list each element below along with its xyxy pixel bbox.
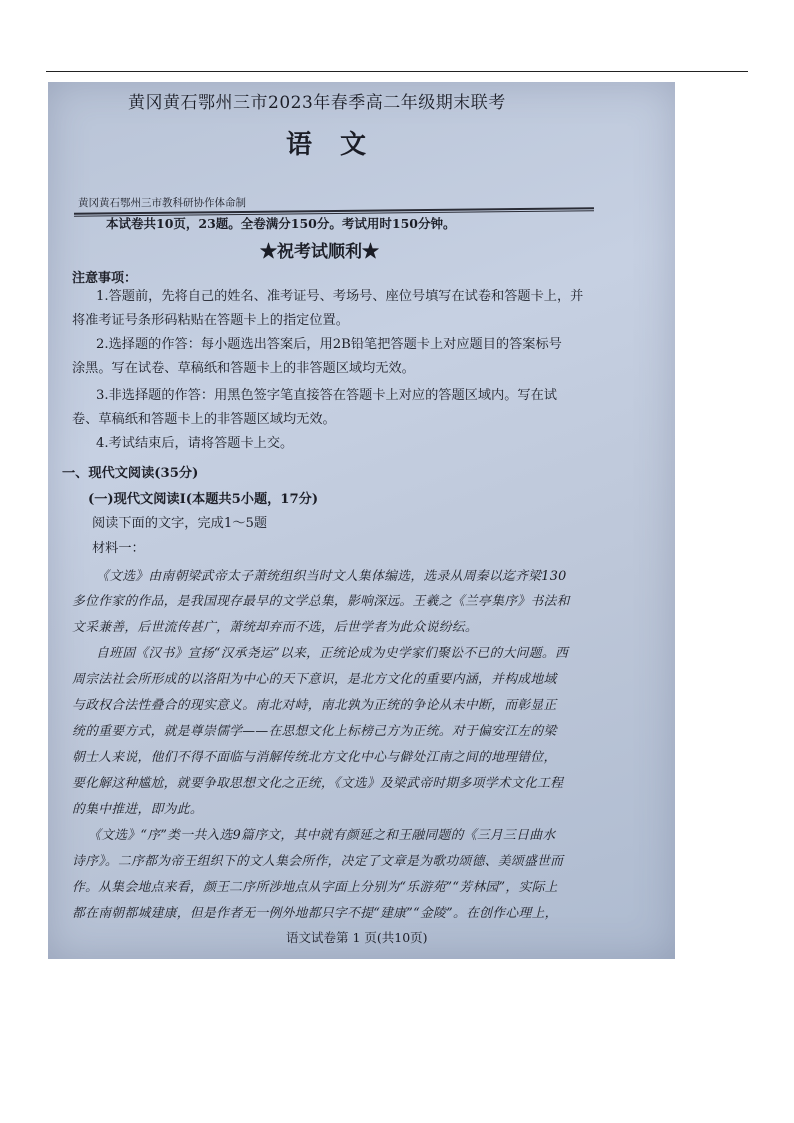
exam-info: 本试卷共10页，23题。全卷满分150分。考试用时150分钟。	[106, 216, 456, 231]
body-line: 与政权合法性叠合的现实意义。南北对峙，南北孰为正统的争论从未中断，而彰显正	[72, 698, 557, 713]
page-footer: 语文试卷第 1 页(共10页)	[286, 930, 428, 945]
reading-instruction: 阅读下面的文字，完成1～5题	[92, 516, 268, 531]
body-line: 统的重要方式，就是尊崇儒学——在思想文化上标榜己方为正统。对于偏安江左的梁	[72, 724, 557, 739]
notice-line: 1.答题前，先将自己的姓名、准考证号、考场号、座位号填写在试卷和答题卡上，并	[96, 289, 584, 304]
body-line: 要化解这种尴尬，就要争取思想文化之正统，《文选》及梁武帝时期多项学术文化工程	[72, 776, 564, 791]
wish-banner: ★祝考试顺利★	[260, 242, 379, 262]
section-title: 一、现代文阅读(35分)	[62, 466, 199, 481]
subsection-title: (一)现代文阅读Ⅰ(本题共5小题，17分)	[88, 492, 319, 507]
body-line: 周宗法社会所形成的以洛阳为中心的天下意识，是北方文化的重要内涵，并构成地域	[72, 672, 557, 687]
body-line: 作。从集会地点来看，颜王二序所涉地点从字面上分别为“乐游苑”“芳林园”，实际上	[72, 880, 558, 895]
notice-line: 涂黑。写在试卷、草稿纸和答题卡上的非答题区域均无效。	[72, 361, 415, 376]
body-line: 诗序》。二序都为帝王组织下的文人集会所作，决定了文章是为歌功颂德、美颂盛世而	[72, 854, 564, 869]
notice-line: 将准考证号条形码粘贴在答题卡上的指定位置。	[72, 313, 349, 328]
subject-title: 语文	[286, 130, 395, 160]
body-line: 多位作家的作品，是我国现存最早的文学总集，影响深远。王羲之《兰亭集序》书法和	[72, 594, 570, 609]
notice-line: 卷、草稿纸和答题卡上的非答题区域均无效。	[72, 412, 336, 427]
body-line: 文采兼善，后世流传甚广，萧统却弃而不选，后世学者为此众说纷纭。	[72, 620, 479, 635]
notice-line: 2.选择题的作答：每小题选出答案后，用2B铅笔把答题卡上对应题目的答案标号	[96, 337, 562, 352]
page-top-rule	[46, 71, 748, 72]
body-line: 《文选》由南朝梁武帝太子萧统组织当时文人集体编选，选录从周秦以迄齐梁130	[96, 569, 567, 584]
exam-title: 黄冈黄石鄂州三市2023年春季高二年级期末联考	[128, 93, 506, 113]
notice-line: 4.考试结束后，请将答题卡上交。	[96, 436, 294, 451]
committee-line: 黄冈黄石鄂州三市教科研协作体命制	[78, 197, 246, 209]
body-line: 的集中推进，即为此。	[72, 802, 203, 817]
material-label: 材料一：	[92, 541, 145, 556]
scanned-exam-page	[48, 82, 675, 959]
body-line: 自班固《汉书》宣扬“汉承尧运”以来，正统论成为史学家们聚讼不已的大问题。西	[96, 646, 569, 661]
notice-line: 3.非选择题的作答：用黑色签字笔直接答在答题卡上对应的答题区域内。写在试	[96, 388, 557, 403]
body-line: 朝士人来说，他们不得不面临与消解传统北方文化中心与僻处江南之间的地理错位，	[72, 750, 557, 765]
notice-title: 注意事项：	[72, 271, 138, 286]
body-line: 《文选》“序”类一共入选9篇序文，其中就有颜延之和王融同题的《三月三日曲水	[88, 828, 556, 843]
body-line: 都在南朝都城建康，但是作者无一例外地都只字不提“建康”“金陵”。在创作心理上，	[72, 906, 558, 921]
